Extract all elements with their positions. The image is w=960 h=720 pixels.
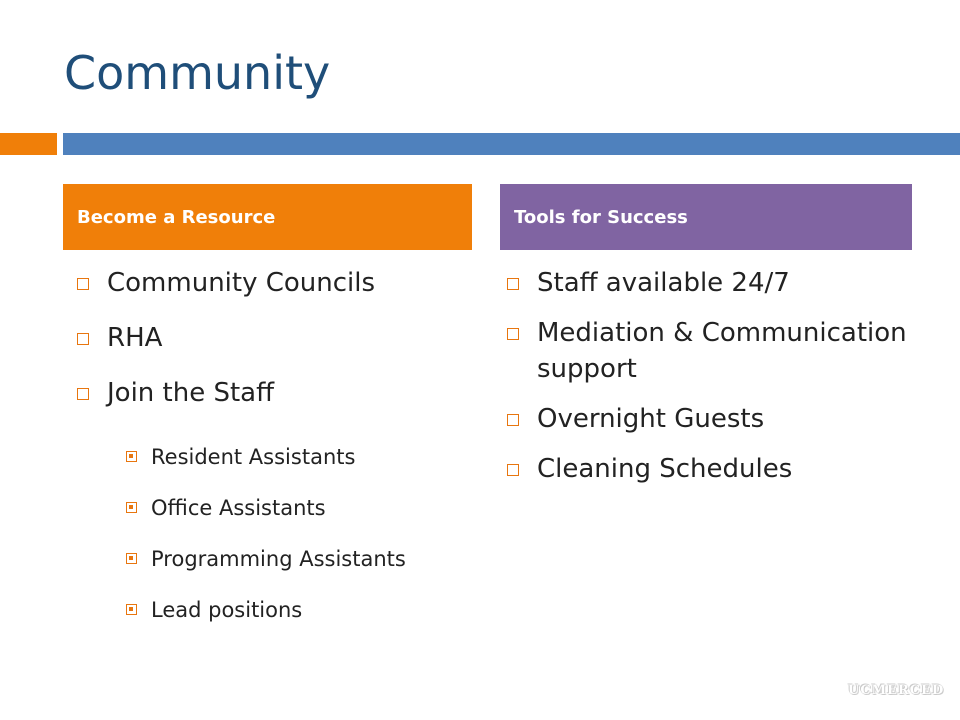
square-bullet-icon <box>507 414 519 426</box>
title-accent-bar-blue <box>63 133 960 155</box>
column-header-label: Tools for Success <box>514 206 688 228</box>
square-bullet-icon <box>507 464 519 476</box>
sub-list-item-text: Office Assistants <box>151 495 326 520</box>
list-item-text: Staff available 24/7 <box>537 268 790 298</box>
left-column-list <box>70 266 470 635</box>
sub-list-item <box>70 533 470 584</box>
slide-title: Community <box>64 46 331 100</box>
square-bullet-icon <box>507 278 519 290</box>
list-item <box>70 376 470 431</box>
list-item-text: Cleaning Schedules <box>537 453 793 484</box>
filled-square-bullet-icon <box>126 553 137 564</box>
filled-square-bullet-icon <box>126 451 137 462</box>
list-item-text: Overnight Guests <box>537 403 765 434</box>
square-bullet-icon <box>507 328 519 340</box>
column-header-tools-for-success <box>500 184 912 250</box>
sub-list-item <box>70 431 470 482</box>
sub-list-item-text: Programming Assistants <box>151 546 406 571</box>
square-bullet-icon <box>77 333 89 345</box>
sub-list-item-text: Lead positions <box>151 597 303 622</box>
uc-merced-logo: UCMERCED <box>848 683 945 698</box>
list-item-text: Join the Staff <box>107 378 275 408</box>
filled-square-bullet-icon <box>126 604 137 615</box>
list-item <box>500 452 910 488</box>
list-item <box>70 321 470 376</box>
right-column-list <box>500 266 910 501</box>
list-item <box>500 402 910 438</box>
list-item <box>70 266 470 321</box>
list-item-text: Mediation & Communication support <box>537 317 907 384</box>
square-bullet-icon <box>77 278 89 290</box>
sub-list-item-text: Resident Assistants <box>151 444 356 469</box>
column-header-become-a-resource <box>63 184 472 250</box>
sub-list-item <box>70 584 470 635</box>
column-header-label: Become a Resource <box>77 206 276 228</box>
list-item <box>500 316 910 388</box>
list-item-text: RHA <box>107 323 163 353</box>
filled-square-bullet-icon <box>126 502 137 513</box>
title-accent-bar-orange <box>0 133 57 155</box>
list-item <box>500 266 910 302</box>
list-item-text: Community Councils <box>107 268 376 298</box>
sub-list-item <box>70 482 470 533</box>
square-bullet-icon <box>77 388 89 400</box>
